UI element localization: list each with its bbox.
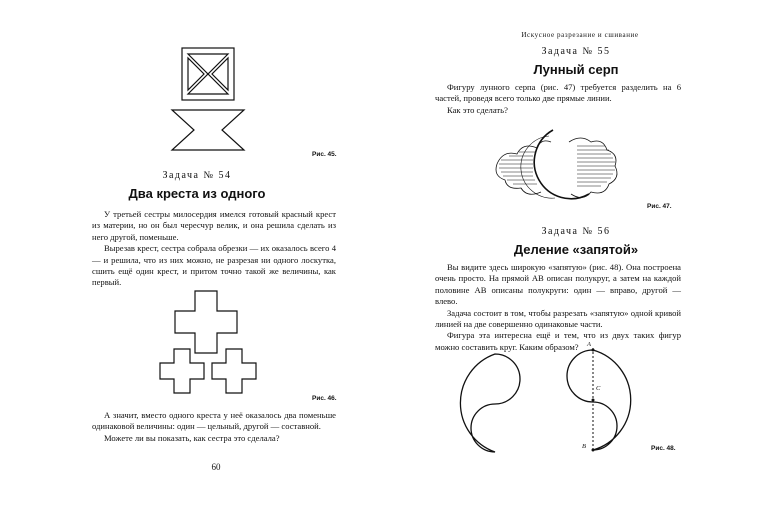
paragraph: Как это сделать? [447,104,508,115]
point-b-label: B [582,443,586,450]
figure-45-caption: Рис. 45. [312,151,337,158]
figure-46-caption: Рис. 46. [312,395,337,402]
running-head: Искусное разрезание и сшивание [521,31,639,39]
point-a-label: A [587,341,591,348]
paragraph: А значит, вместо одного креста у неё оказалось два поменьше одинаковой величины: один — цельный, другой — составной. [92,410,336,432]
paragraph: Фигура эта интересна ещё и тем, что из двух таких фигур можно составить круг. Каким образом? [435,330,681,352]
paragraph: Можете ли вы показать, как сестра это сделала? [104,432,280,443]
paragraph: У третьей сестры милосердия имелся готовый красный крест из материи, но он был чересчур велик, и она решила сделать из него другой, поменьше. [92,209,336,242]
figure-47-caption: Рис. 47. [647,203,672,210]
paragraph: Задача состоит в том, чтобы разрезать «запятую» одной кривой линией на две совершенно одинаковые части. [435,307,681,330]
right-page [385,0,770,506]
figure-45 [168,44,258,164]
task-54-text-end [92,410,336,444]
figure-48 [435,340,685,460]
paragraph: Вы видите здесь широкую «запятую» (рис. 48). Она построена очень просто. На прямой AB описан полукруг, а затем на каждой половине AB описаны полукруги: один — вправо, другой — влево. [435,262,681,307]
page-number: 60 [211,462,221,472]
paragraph: Вырезав крест, сестра собрала обрезки — их оказалось всего 4 — и решила, что из них можно, не разрезая ни одного лоскутка, сшить ещё один крест, и притом точно такой же величины, как первый. [92,243,336,288]
figure-48-caption: Рис. 48. [651,445,676,452]
figure-47 [493,120,623,210]
paragraph: Фигуру лунного серпа (рис. 47) требуется разделить на 6 частей, проведя всего только две прямые линии. [435,82,681,104]
task-54-number: Задача № 54 [162,170,232,181]
point-c-label: C [596,385,601,392]
task-55-title: Лунный серп [533,62,619,77]
task-56-number: Задача № 56 [541,226,611,237]
task-55-number: Задача № 55 [541,46,611,57]
figure-46 [158,289,278,409]
task-54-title: Два креста из одного [128,186,266,201]
task-56-title: Деление «запятой» [513,242,639,257]
task-55-text [435,82,681,116]
task-54-text [92,209,336,289]
